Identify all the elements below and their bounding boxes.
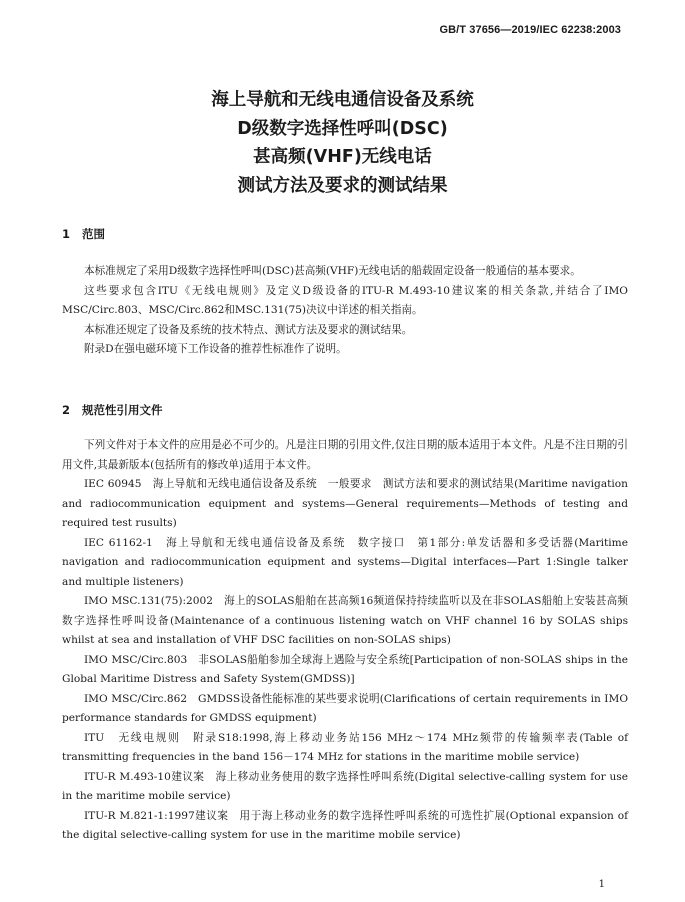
title-line: 测试方法及要求的测试结果 <box>237 175 448 196</box>
section-number: 2 <box>62 403 71 417</box>
section-1-body <box>62 262 628 360</box>
paragraph: 这些要求包含ITU《无线电规则》及定义D级设备的ITU-R M.493-10建议案的相关条款,并结合了IMO MSC/Circ.803、MSC/Circ.862和MSC.131(75)决议中详述的相关指南。 <box>62 284 628 316</box>
section-2-heading <box>62 402 163 418</box>
section-title: 范围 <box>82 227 105 241</box>
reference-entry: IMO MSC/Circ.803 非SOLAS船舶参加全球海上遇险与安全系统[Participation of non-SOLAS ships in the Global Maritime Distress and Safety System(GMDSS)] <box>62 653 628 685</box>
standard-number-header: GB/T 37656—2019/IEC 62238:2003 <box>439 24 621 36</box>
title-line: 海上导航和无线电通信设备及系统 <box>211 90 474 110</box>
title-line: 甚高频(VHF)无线电话 <box>253 147 432 167</box>
section-number: 1 <box>62 227 71 241</box>
reference-entry: IMO MSC/Circ.862 GMDSS设备性能标准的某些要求说明(Clarifications of certain requirements in IMO performance standards for GMDSS equipment) <box>62 692 628 724</box>
reference-entry: IEC 61162-1 海上导航和无线电通信设备及系统 数字接口 第1部分:单发话器和多受话器(Maritime navigation and radiocommunication equipment and systems—Digital interfaces—Part 1:Single talker and multiple listeners) <box>62 536 628 588</box>
reference-entry: IMO MSC.131(75):2002 海上的SOLAS船舶在甚高频16频道保持持续监听以及在非SOLAS船舶上安装甚高频数字选择性呼叫设备(Maintenance of a continuous listening watch on VHF channel 16 by SOLAS ships whilst at sea and installation of VHF DSC facilities on non-SOLAS ships) <box>62 595 628 646</box>
document-title <box>0 86 685 200</box>
reference-entry: ITU 无线电规则 附录S18:1998,海上移动业务站156 MHz～174 MHz频带的传输频率表(Table of transmitting frequencies in the band 156－174 MHz for stations in the maritime mobile service) <box>62 731 628 763</box>
page-number: 1 <box>598 879 605 890</box>
reference-entry: ITU-R M.493-10建议案 海上移动业务使用的数字选择性呼叫系统(Digital selective-calling system for use in the maritime mobile service) <box>62 770 628 802</box>
title-line: D级数字选择性呼叫(DSC) <box>237 118 448 139</box>
paragraph: 本标准规定了采用D级数字选择性呼叫(DSC)甚高频(VHF)无线电话的船载固定设备一般通信的基本要求。 <box>84 265 581 277</box>
section-title: 规范性引用文件 <box>82 403 163 417</box>
section-2-body <box>62 436 628 846</box>
section-1-heading <box>62 226 105 242</box>
paragraph: 附录D在强电磁环境下工作设备的推荐性标准作了说明。 <box>84 343 347 355</box>
reference-entry: ITU-R M.821-1:1997建议案 用于海上移动业务的数字选择性呼叫系统的可选性扩展(Optional expansion of the digital selective-calling system for use in the maritime mobile service) <box>62 809 628 841</box>
paragraph: 本标准还规定了设备及系统的技术特点、测试方法及要求的测试结果。 <box>84 323 413 336</box>
reference-entry: IEC 60945 海上导航和无线电通信设备及系统 一般要求 测试方法和要求的测试结果(Maritime navigation and radiocommunication equipment and systems—General requirements—Methods of testing and required test rusults) <box>62 478 628 529</box>
paragraph: 下列文件对于本文件的应用是必不可少的。凡是注日期的引用文件,仅注日期的版本适用于本文件。凡是不注日期的引用文件,其最新版本(包括所有的修改单)适用于本文件。 <box>62 439 628 471</box>
